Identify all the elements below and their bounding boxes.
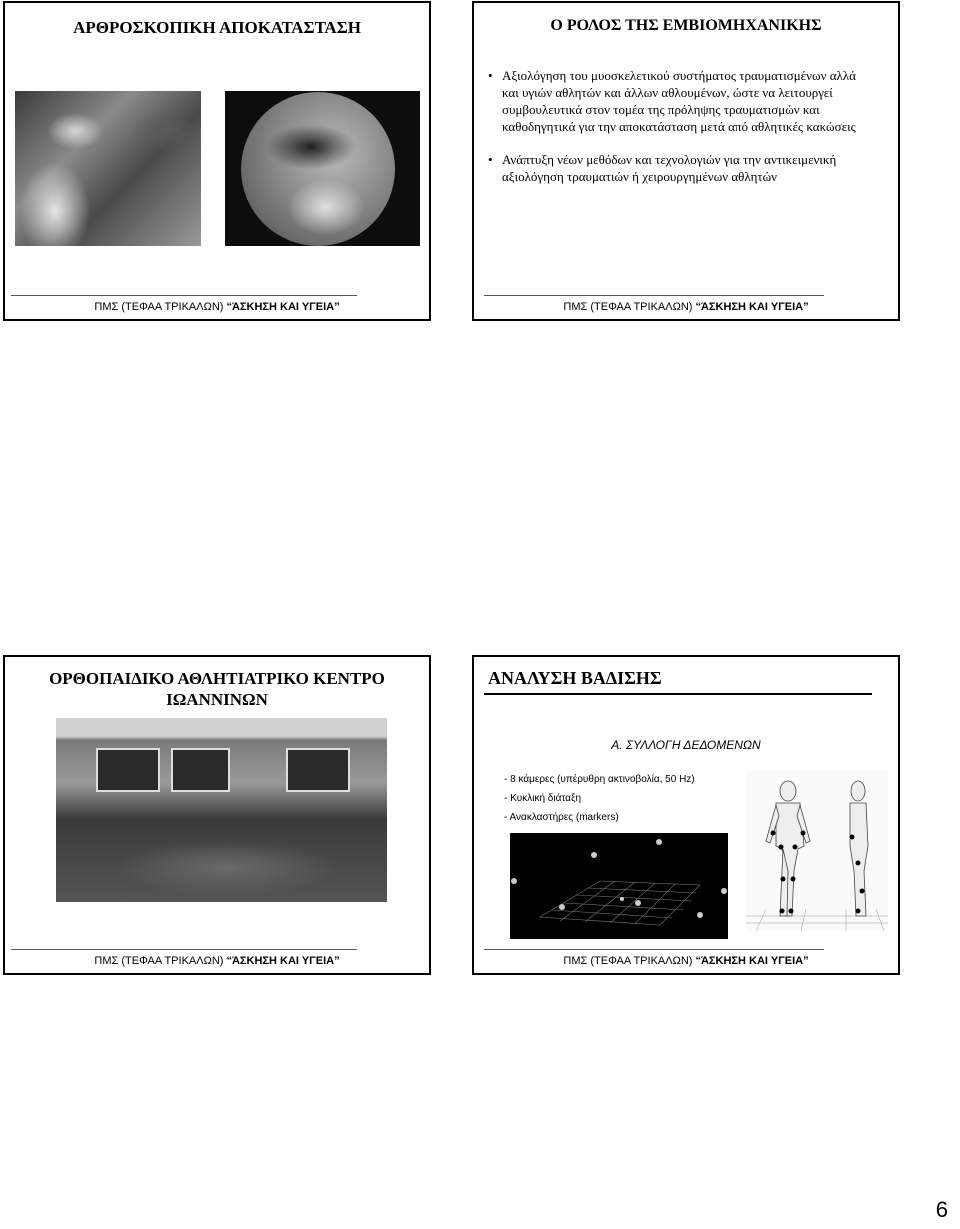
slide-title: Ο ΡΟΛΟΣ ΤΗΣ ΕΜΒΙΟΜΗΧΑΝΙΚΗΣ xyxy=(550,17,822,34)
slide-title: ΟΡΘΟΠΑΙΔΙΚΟ ΑΘΛΗΤΙΑΤΡΙΚΟ ΚΕΝΤΡΟ ΙΩΑΝΝΙΝΩΝ xyxy=(49,669,385,709)
slide-footer: ΠΜΣ (ΤΕΦΑΑ ΤΡΙΚΑΛΩΝ) “ΆΣΚΗΣΗ ΚΑΙ ΥΓΕΙΑ” xyxy=(563,301,809,313)
slide-biomechanics-role xyxy=(472,1,900,321)
slide-title: ΑΝΑΛΥΣΗ ΒΑΔΙΣΗΣ xyxy=(488,668,662,688)
gait-lab-photo xyxy=(56,718,387,902)
slide-gait-analysis xyxy=(472,655,900,975)
arthroscopy-photo xyxy=(225,91,420,246)
marker-capture-image xyxy=(510,833,728,939)
slide-footer: ΠΜΣ (ΤΕΦΑΑ ΤΡΙΚΑΛΩΝ) “ΆΣΚΗΣΗ ΚΑΙ ΥΓΕΙΑ” xyxy=(94,955,340,967)
footer-divider xyxy=(11,949,357,950)
list-item: - Ανακλαστήρες (markers) xyxy=(504,812,619,823)
footer-divider xyxy=(484,949,824,950)
page-number: 6 xyxy=(935,1197,948,1222)
bullet-list xyxy=(488,67,870,201)
list-item: - 8 κάμερες (υπέρυθρη ακτινοβολία, 50 Hz) xyxy=(504,774,695,785)
slide-footer: ΠΜΣ (ΤΕΦΑΑ ΤΡΙΚΑΛΩΝ) “ΆΣΚΗΣΗ ΚΑΙ ΥΓΕΙΑ” xyxy=(94,301,340,313)
slide-title: ΑΡΘΡΟΣΚΟΠΙΚΗ ΑΠΟΚΑΤΑΣΤΑΣΗ xyxy=(73,18,361,37)
surgery-photo xyxy=(15,91,201,246)
slide-footer: ΠΜΣ (ΤΕΦΑΑ ΤΡΙΚΑΛΩΝ) “ΆΣΚΗΣΗ ΚΑΙ ΥΓΕΙΑ” xyxy=(563,955,809,967)
title-underline xyxy=(484,693,872,695)
item-list xyxy=(504,770,695,827)
footer-divider xyxy=(484,295,824,296)
bullet-item: • Αξιολόγηση του μυοσκελετικού συστήματος τραυματισμένων αλλά και υγιών αθλητών και άλλων αθλουμένων, ώστε να λειτουργεί συμβουλευτικά στον τομέα της πρόληψης τραυματισμών και καθοδηγητικά για την αποκατάσταση μετά από αθλητικές κακώσεις xyxy=(502,67,870,135)
footer-divider xyxy=(11,295,357,296)
body-model-image xyxy=(746,771,888,931)
list-item: - Κυκλική διάταξη xyxy=(504,793,582,804)
subheading: Α. ΣΥΛΛΟΓΗ ΔΕΔΟΜΕΝΩΝ xyxy=(611,738,761,752)
bullet-item: • Ανάπτυξη νέων μεθόδων και τεχνολογιών για την αντικειμενική αξιολόγηση τραυματιών ή χειρουργημένων αθλητών xyxy=(502,151,870,185)
slide-sports-center xyxy=(3,655,431,975)
slide-arthroscopic-rehab xyxy=(3,1,431,321)
